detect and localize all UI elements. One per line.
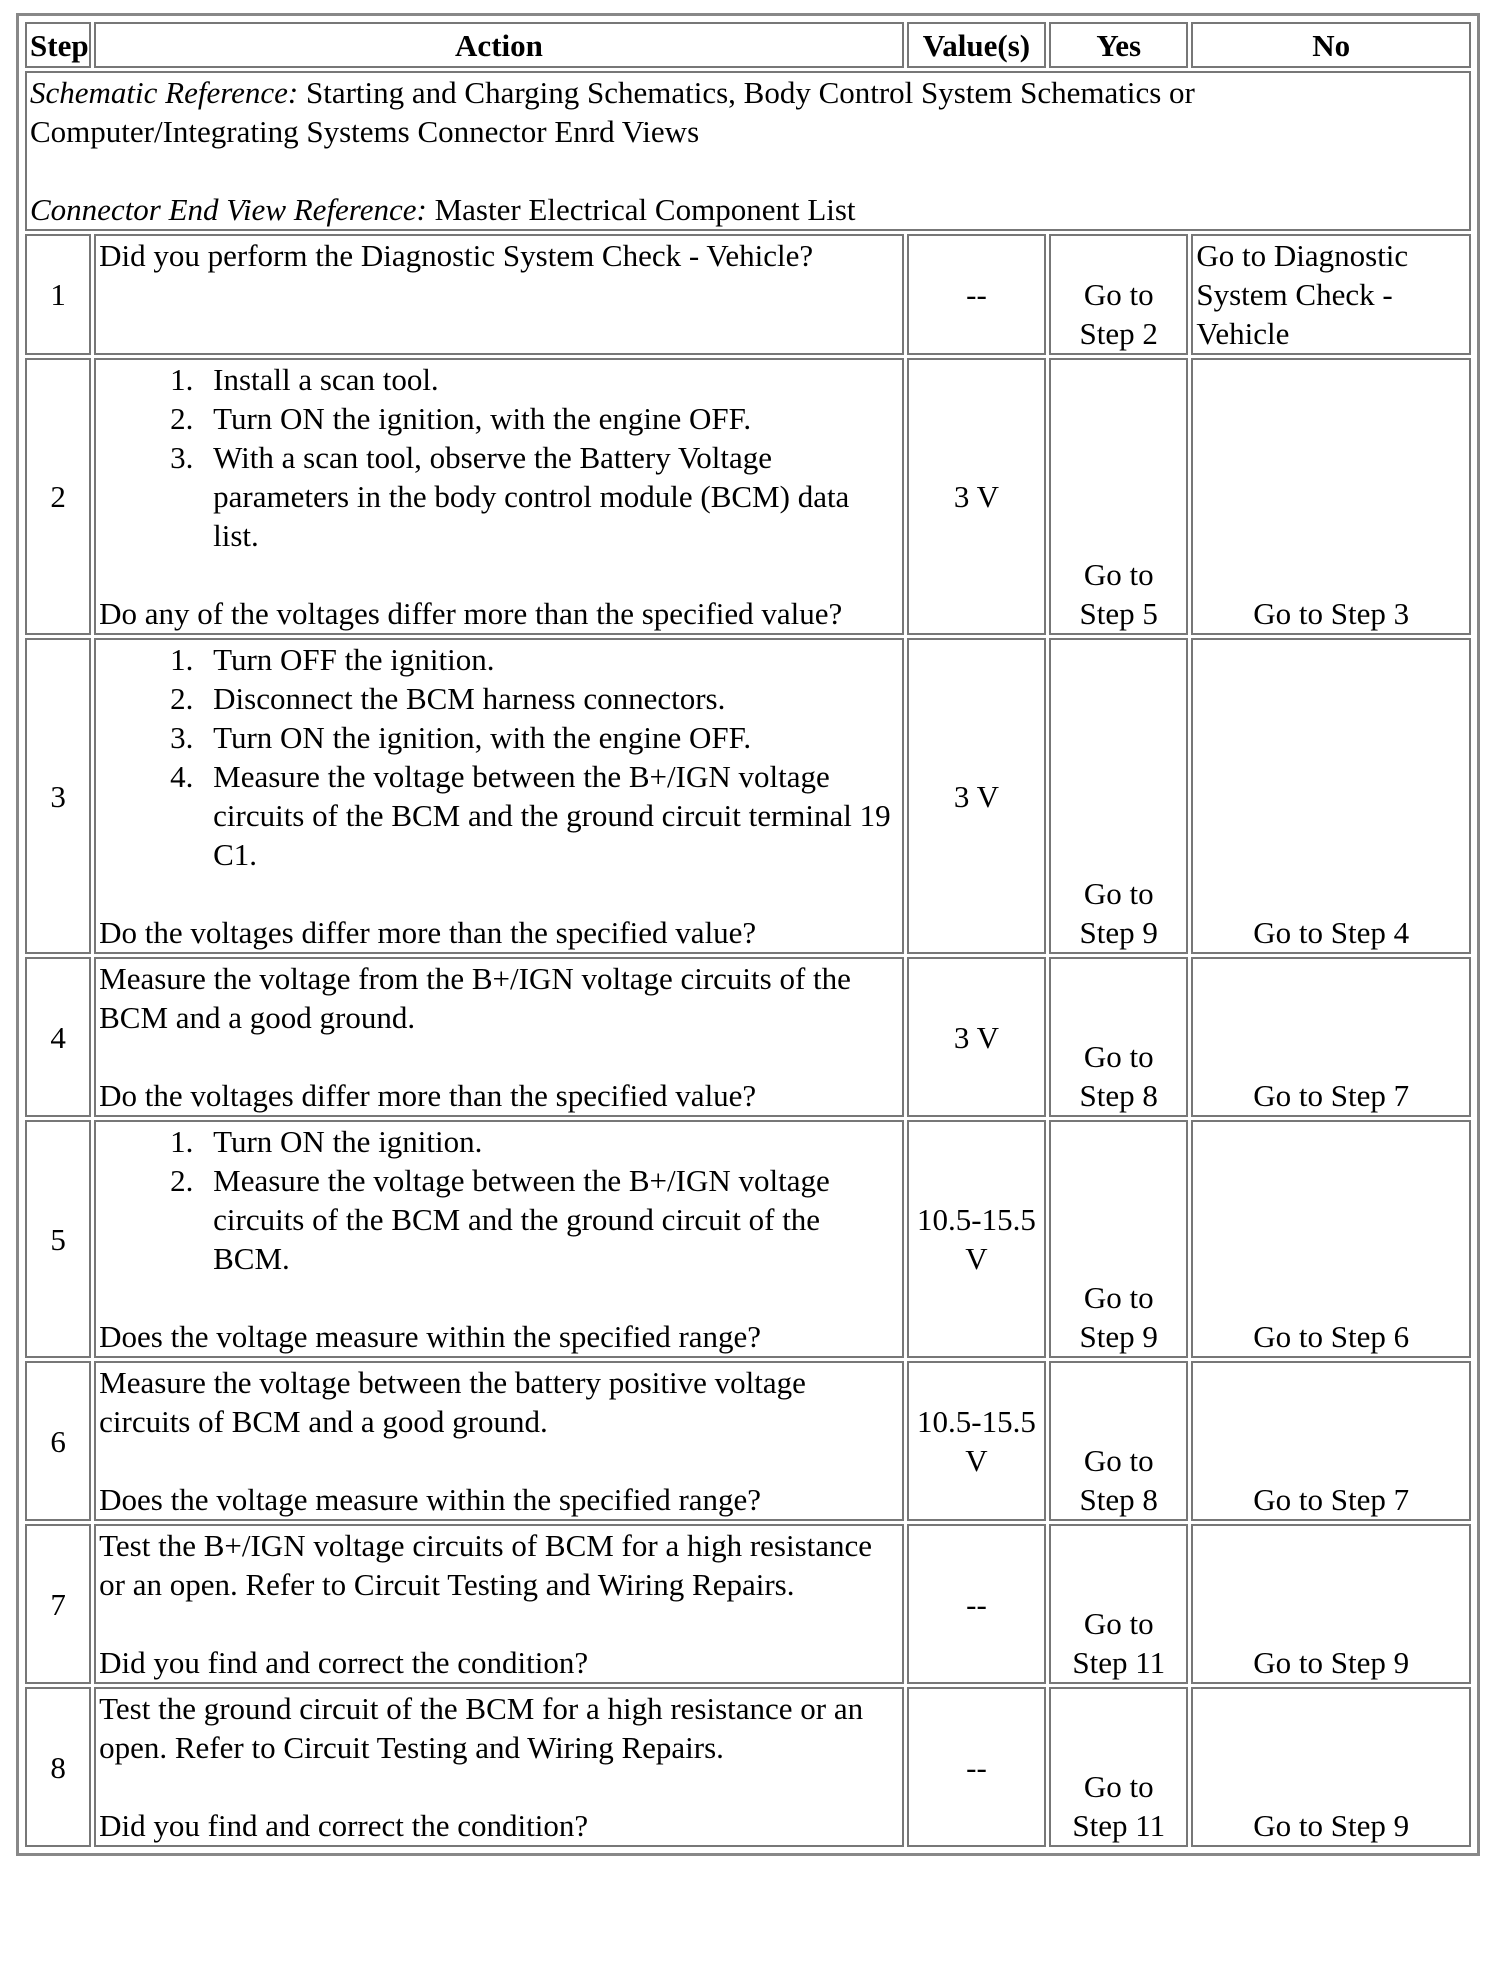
spacer (99, 555, 899, 594)
reference-cell (25, 71, 1471, 231)
header-step: Step (25, 22, 91, 68)
list-item: 1. Install a scan tool. (201, 360, 899, 399)
spacer (99, 1767, 899, 1806)
list-item: 4. Measure the voltage between the B+/IGN voltage circuits of the BCM and the ground circuit terminal 19 C1. (201, 757, 899, 874)
step-number: 3 (25, 638, 91, 954)
connector-reference-text: Master Electrical Component List (426, 192, 856, 227)
step-no-action: Go to Step 7 (1191, 1361, 1471, 1521)
step-no-action: Go to Diagnostic System Check - Vehicle (1191, 234, 1471, 355)
step-action (94, 358, 904, 635)
step-instruction-list (99, 360, 899, 555)
step-number: 1 (25, 234, 91, 355)
step-number: 5 (25, 1120, 91, 1358)
step-yes-action: Go to Step 9 (1049, 638, 1188, 954)
step-value: 10.5-15.5 V (907, 1120, 1046, 1358)
header-no: No (1191, 22, 1471, 68)
list-item: 2. Turn ON the ignition, with the engine OFF. (201, 399, 899, 438)
step-number: 6 (25, 1361, 91, 1521)
step-question: Did you find and correct the condition? (99, 1808, 589, 1843)
step-yes-action: Go to Step 11 (1049, 1524, 1188, 1684)
step-no-action: Go to Step 7 (1191, 957, 1471, 1117)
step-action (94, 957, 904, 1117)
step-action (94, 1524, 904, 1684)
header-row (25, 22, 1471, 68)
step-instruction: Did you perform the Diagnostic System Check - Vehicle? (99, 238, 814, 273)
step-value: -- (907, 1524, 1046, 1684)
spacer (99, 1278, 899, 1317)
table-row (25, 957, 1471, 1117)
spacer (99, 1604, 899, 1643)
step-instruction: Test the ground circuit of the BCM for a high resistance or an open. Refer to Circuit Testing and Wiring Repairs. (99, 1691, 864, 1765)
table-body (25, 71, 1471, 1847)
step-yes-action: Go to Step 11 (1049, 1687, 1188, 1847)
step-action (94, 234, 904, 355)
step-action (94, 638, 904, 954)
step-action (94, 1687, 904, 1847)
header-yes: Yes (1049, 22, 1188, 68)
step-number: 2 (25, 358, 91, 635)
list-item: 1. Turn ON the ignition. (201, 1122, 899, 1161)
step-instruction-list (99, 640, 899, 874)
step-instruction-list (99, 1122, 899, 1278)
table-row (25, 234, 1471, 355)
step-no-action: Go to Step 9 (1191, 1524, 1471, 1684)
list-item: 2. Disconnect the BCM harness connectors. (201, 679, 899, 718)
header-action: Action (94, 22, 904, 68)
step-value: 10.5-15.5 V (907, 1361, 1046, 1521)
table-row (25, 638, 1471, 954)
table-row (25, 358, 1471, 635)
step-number: 8 (25, 1687, 91, 1847)
schematic-reference (30, 73, 1466, 151)
step-yes-action: Go to Step 9 (1049, 1120, 1188, 1358)
step-question: Does the voltage measure within the specified range? (99, 1319, 762, 1354)
step-instruction: Measure the voltage between the battery positive voltage circuits of BCM and a good ground. (99, 1365, 806, 1439)
table-row (25, 1524, 1471, 1684)
list-item: 1. Turn OFF the ignition. (201, 640, 899, 679)
step-yes-action: Go to Step 8 (1049, 957, 1188, 1117)
step-value: -- (907, 234, 1046, 355)
table-row (25, 1120, 1471, 1358)
step-action (94, 1361, 904, 1521)
schematic-reference-label: Schematic Reference: (30, 75, 299, 110)
step-value: 3 V (907, 957, 1046, 1117)
spacer (99, 1037, 899, 1076)
step-action (94, 1120, 904, 1358)
list-item: 2. Measure the voltage between the B+/IGN voltage circuits of the BCM and the ground circuit of the BCM. (201, 1161, 899, 1278)
step-instruction: Measure the voltage from the B+/IGN voltage circuits of the BCM and a good ground. (99, 961, 851, 1035)
header-values: Value(s) (907, 22, 1046, 68)
list-item: 3. With a scan tool, observe the Battery Voltage parameters in the body control module (BCM) data list. (201, 438, 899, 555)
step-instruction: Test the B+/IGN voltage circuits of BCM for a high resistance or an open. Refer to Circuit Testing and Wiring Repairs. (99, 1528, 873, 1602)
step-no-action: Go to Step 6 (1191, 1120, 1471, 1358)
step-number: 7 (25, 1524, 91, 1684)
step-question: Do the voltages differ more than the specified value? (99, 915, 757, 950)
step-question: Does the voltage measure within the specified range? (99, 1482, 762, 1517)
diagnostic-table (22, 19, 1474, 1850)
step-number: 4 (25, 957, 91, 1117)
step-yes-action: Go to Step 8 (1049, 1361, 1188, 1521)
step-no-action: Go to Step 3 (1191, 358, 1471, 635)
step-value: 3 V (907, 638, 1046, 954)
step-question: Did you find and correct the condition? (99, 1645, 589, 1680)
reference-row (25, 71, 1471, 231)
list-item: 3. Turn ON the ignition, with the engine OFF. (201, 718, 899, 757)
step-question: Do any of the voltages differ more than the specified value? (99, 596, 843, 631)
step-no-action: Go to Step 9 (1191, 1687, 1471, 1847)
step-value: 3 V (907, 358, 1046, 635)
connector-reference (30, 190, 1466, 229)
table-row (25, 1361, 1471, 1521)
connector-reference-label: Connector End View Reference: (30, 192, 427, 227)
schematic-reference-text: Starting and Charging Schematics, Body Control System Schematics or Computer/Integrating Systems Connector Enrd Views (30, 75, 1195, 149)
table-row (25, 1687, 1471, 1847)
step-yes-action: Go to Step 2 (1049, 234, 1188, 355)
spacer (99, 874, 899, 913)
diagnostic-table-frame (16, 13, 1480, 1856)
step-value: -- (907, 1687, 1046, 1847)
spacer (99, 1441, 899, 1480)
step-yes-action: Go to Step 5 (1049, 358, 1188, 635)
step-no-action: Go to Step 4 (1191, 638, 1471, 954)
step-question: Do the voltages differ more than the specified value? (99, 1078, 757, 1113)
